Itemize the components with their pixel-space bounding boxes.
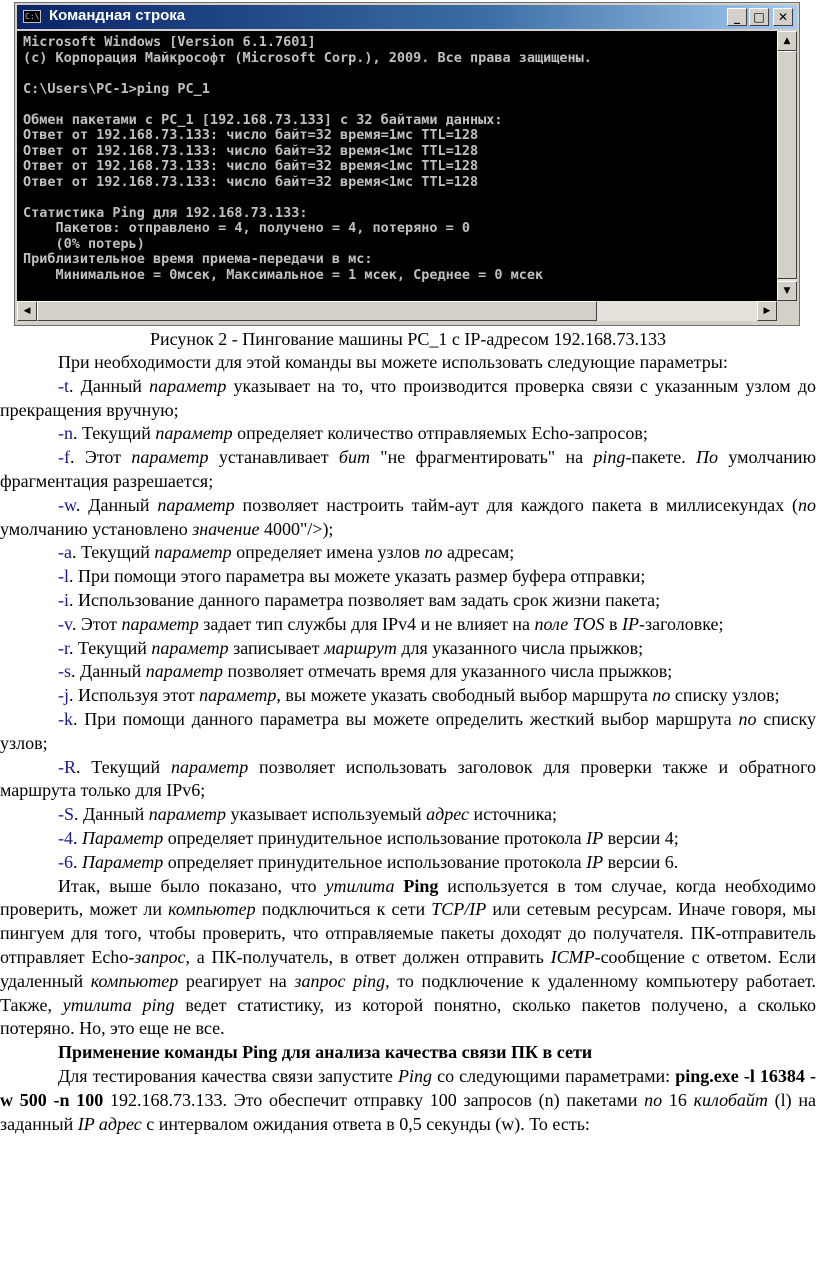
text-run: указывает на то, что производится проверка связи с указанным узлом до прекращения вручную;: [0, 375, 816, 420]
text-run: Итак, выше было показано, что: [58, 875, 326, 896]
minimize-button[interactable]: _: [727, 8, 747, 26]
window-titlebar[interactable]: [17, 5, 797, 29]
parameter-flag: -t: [58, 375, 69, 396]
italic-term: IP: [586, 827, 604, 848]
italic-term: параметр: [148, 804, 227, 825]
document-body: [0, 351, 816, 1136]
italic-term: по: [738, 708, 757, 729]
console-output[interactable]: [17, 31, 777, 301]
text-run: , то подключение к удаленному компьютеру работает. Также,: [0, 970, 816, 1015]
text-run: определяет принудительное использование протокола: [163, 827, 587, 848]
text-run: . Этот: [70, 447, 132, 468]
italic-term: по: [424, 542, 443, 563]
summary-paragraph: [0, 875, 816, 1042]
parameter-item: [0, 708, 816, 756]
text-run: для указанного числа прыжков;: [396, 637, 644, 658]
console-line: Пакетов: отправлено = 4, получено = 4, потеряно = 0: [23, 220, 471, 236]
console-line: [23, 97, 771, 113]
parameter-flag: -n: [58, 423, 73, 444]
italic-term: IP адрес: [77, 1113, 142, 1134]
text-run: умолчанию установлено: [0, 518, 193, 539]
console-line: Ответ от 192.168.73.133: число байт=32 время<1мс TTL=128: [23, 158, 479, 174]
horizontal-scroll-thumb[interactable]: [37, 301, 597, 321]
italic-term: ICMP: [550, 946, 595, 967]
text-run: используется в том случае, когда необходимо проверить, может ли: [0, 875, 816, 920]
vertical-scrollbar[interactable]: [777, 31, 797, 301]
italic-term: параметр: [154, 542, 232, 563]
parameter-flag: -j: [58, 685, 69, 706]
scroll-left-button[interactable]: ◀: [17, 301, 37, 321]
text-run: 192.168.73.133. Это обеспечит отправку 100 запросов (n) пакетами: [103, 1089, 645, 1110]
section-heading: Применение команды Ping для анализа качества связи ПК в сети: [58, 1042, 593, 1063]
text-run: . При помощи данного параметра вы можете определить жесткий выбор маршрута: [73, 708, 739, 729]
scroll-down-button[interactable]: ▼: [777, 281, 797, 301]
horizontal-scrollbar[interactable]: [17, 301, 777, 321]
italic-term: поле TOS: [534, 613, 605, 634]
text-run: списку узлов;: [0, 708, 816, 753]
text-run: 16: [662, 1089, 694, 1110]
italic-term: параметр: [170, 756, 249, 777]
text-run: определяет имена узлов: [231, 542, 425, 563]
bold-term: Ping: [403, 875, 439, 896]
parameter-item: [0, 660, 816, 684]
text-run: . Текущий: [69, 637, 152, 658]
text-run: . Этот: [71, 613, 122, 634]
italic-term: Параметр: [82, 851, 164, 872]
italic-term: по: [798, 494, 816, 515]
text-run: 4000"/>);: [259, 518, 334, 539]
text-run: Для тестирования качества связи запустите: [58, 1065, 398, 1086]
text-run: реагирует на: [178, 970, 295, 991]
italic-term: IP: [586, 851, 604, 872]
text-run: определяет принудительное использование протокола: [163, 851, 587, 872]
parameter-item: [0, 827, 816, 851]
parameter-item: [0, 684, 816, 708]
parameter-flag: -6: [58, 851, 73, 872]
text-run: . Использование данного параметра позволяет вам задать срок жизни пакета;: [69, 589, 661, 610]
parameter-flag: -S: [58, 804, 75, 825]
text-run: с интервалом ожидания ответа в 0,5 секунды (w). То есть:: [141, 1113, 590, 1134]
italic-term: По: [696, 447, 719, 468]
close-button[interactable]: ✕: [773, 8, 793, 26]
text-run: позволяет отмечать время для указанного числа прыжков;: [223, 661, 673, 682]
text-run: версии 6.: [603, 851, 679, 872]
text-run: указывает используемый: [226, 804, 427, 825]
italic-term: по: [644, 1089, 663, 1110]
parameter-item: [0, 637, 816, 661]
italic-term: параметр: [131, 447, 209, 468]
console-line: Минимальное = 0мсек, Максимальное = 1 мсек, Среднее = 0 мсек: [23, 266, 544, 283]
parameter-flag: -r: [58, 637, 69, 658]
text-run: -пакете.: [625, 447, 697, 468]
italic-term: адрес: [426, 804, 469, 825]
text-run: . При помощи этого параметра вы можете указать размер буфера отправки;: [69, 566, 646, 587]
italic-term: ping: [593, 447, 626, 468]
console-line: [23, 66, 771, 82]
text-run: . Текущий: [76, 756, 171, 777]
console-line: Ответ от 192.168.73.133: число байт=32 время<1мс TTL=128: [23, 142, 479, 159]
text-run: -заголовке;: [638, 613, 724, 634]
text-run: источника;: [468, 804, 558, 825]
console-line: Microsoft Windows [Version 6.1.7601]: [23, 34, 316, 50]
text-run: ведет статистику, из которой понятно, сколько пакетов получено, а сколько потеряно. Но, это еще не все.: [0, 994, 816, 1039]
italic-term: параметр: [151, 637, 229, 658]
italic-term: компьютер: [168, 899, 256, 920]
parameter-flag: -R: [58, 756, 76, 777]
text-run: или сетевым ресурсам. Иначе говоря, мы пингуем для того, чтобы проверить, что отправляемые пакеты доходят до получателя. ПК-отправитель отправляет Echo-: [0, 899, 816, 967]
text-run: "не фрагментировать" на: [369, 447, 594, 468]
italic-term: бит: [338, 447, 370, 468]
console-line: Ответ от 192.168.73.133: число байт=32 время<1мс TTL=128: [23, 173, 479, 190]
italic-term: TCP/IP: [431, 899, 487, 920]
parameter-flag: -l: [58, 566, 69, 587]
vertical-scroll-thumb[interactable]: [777, 51, 797, 279]
italic-term: Параметр: [82, 827, 164, 848]
text-run: , а ПК-получатель, в ответ должен отправить: [185, 946, 551, 967]
italic-term: параметр: [157, 494, 235, 515]
maximize-button[interactable]: □: [749, 8, 769, 26]
parameter-flag: -a: [58, 542, 72, 563]
window-title: Командная строка: [49, 7, 186, 24]
italic-term: запрос: [134, 946, 186, 967]
figure-caption: Рисунок 2 - Пингование машины PC_1 с IP-адресом 192.168.73.133: [149, 329, 667, 349]
text-run: умолчанию фрагментация разрешается;: [0, 447, 816, 491]
console-line: (c) Корпорация Майкрософт (Microsoft Corp.), 2009. Все права защищены.: [23, 49, 592, 66]
text-run: . Данный: [69, 375, 150, 396]
text-run: позволяет настроить тайм-аут для каждого пакета в миллисекундах (: [234, 494, 798, 515]
italic-term: параметр: [145, 661, 224, 682]
text-run: . Используя этот: [69, 685, 200, 706]
console-line: [23, 190, 771, 206]
parameter-item: [0, 422, 816, 446]
parameter-flag: -v: [58, 613, 72, 634]
console-line: Ответ от 192.168.73.133: число байт=32 время=1мс TTL=128: [23, 127, 479, 143]
parameter-item: [0, 494, 816, 542]
italic-term: Ping: [398, 1065, 432, 1086]
text-run: (l) на заданный: [0, 1089, 816, 1134]
italic-term: IP: [621, 613, 639, 634]
italic-term: параметр: [121, 613, 199, 634]
text-run: . Данный: [74, 804, 149, 825]
italic-term: параметр: [149, 375, 227, 396]
parameter-item: [0, 565, 816, 589]
text-run: позволяет использовать заголовок для проверки также и обратного маршрута только для IPv6;: [0, 756, 816, 801]
console-app-icon: C:\: [25, 12, 40, 21]
command-prompt-window: [14, 2, 800, 326]
console-line: Статистика Ping для 192.168.73.133:: [23, 204, 308, 221]
parameter-item: [0, 446, 816, 494]
text-run: устанавливает: [208, 447, 339, 468]
text-run: .: [73, 851, 82, 872]
text-run: . Текущий: [71, 542, 155, 563]
text-run: адресам;: [442, 542, 515, 563]
italic-term: запрос ping: [294, 970, 386, 991]
parameter-item: [0, 613, 816, 637]
text-run: задает тип службы для IPv4 и не влияет на: [198, 613, 535, 634]
parameter-item: [0, 589, 816, 613]
parameter-item: [0, 756, 816, 804]
italic-term: килобайт: [693, 1089, 768, 1110]
italic-term: маршрут: [324, 637, 397, 658]
text-run: -сообщение с ответом. Если удаленный: [0, 946, 816, 991]
parameter-flag: -i: [58, 589, 69, 610]
text-run: определяет количество отправляемых Echo-запросов;: [232, 423, 648, 444]
italic-term: утилита ping: [62, 994, 175, 1015]
text-run: подключиться к сети: [255, 899, 432, 920]
parameter-flag: -s: [58, 661, 71, 682]
italic-term: значение: [192, 518, 260, 539]
scroll-up-button[interactable]: ▲: [777, 31, 797, 51]
parameter-item: [0, 851, 816, 875]
italic-term: параметр: [199, 685, 277, 706]
parameter-list: [0, 375, 816, 875]
italic-term: параметр: [155, 423, 233, 444]
parameter-item: [0, 803, 816, 827]
parameter-item: [0, 375, 816, 423]
parameter-flag: -k: [58, 708, 73, 729]
text-run: записывает: [228, 637, 324, 658]
final-paragraph: [0, 1065, 816, 1136]
text-run: списку узлов;: [670, 685, 780, 706]
text-run: со следующими параметрами:: [432, 1065, 676, 1086]
text-run: . Данный: [75, 494, 158, 515]
scroll-right-button[interactable]: ▶: [757, 301, 777, 321]
parameter-flag: -4: [58, 827, 73, 848]
console-line: Обмен пакетами с PC_1 [192.168.73.133] с 32 байтами данных:: [23, 111, 503, 128]
intro-paragraph: При необходимости для этой команды вы можете использовать следующие параметры:: [58, 352, 728, 372]
italic-term: по: [652, 685, 671, 706]
console-line: (0% потерь): [23, 235, 145, 252]
parameter-flag: -f: [58, 447, 70, 468]
italic-term: компьютер: [90, 970, 179, 991]
resize-grip[interactable]: [777, 301, 797, 321]
console-line: Приблизительное время приема-передачи в мс:: [23, 251, 373, 267]
italic-term: утилита: [325, 875, 395, 896]
text-run: версии 4;: [603, 827, 679, 848]
parameter-item: [0, 541, 816, 565]
text-run: в: [604, 613, 622, 634]
text-run: , вы можете указать свободный выбор маршрута: [276, 685, 653, 706]
bold-term: ping.exe -l 16384 -w 500 -n 100: [0, 1065, 816, 1110]
parameter-flag: -w: [58, 494, 76, 515]
console-line: C:\Users\PC-1>ping PC_1: [23, 80, 210, 97]
text-run: . Данный: [71, 661, 146, 682]
text-run: . Текущий: [73, 423, 156, 444]
text-run: .: [73, 827, 82, 848]
